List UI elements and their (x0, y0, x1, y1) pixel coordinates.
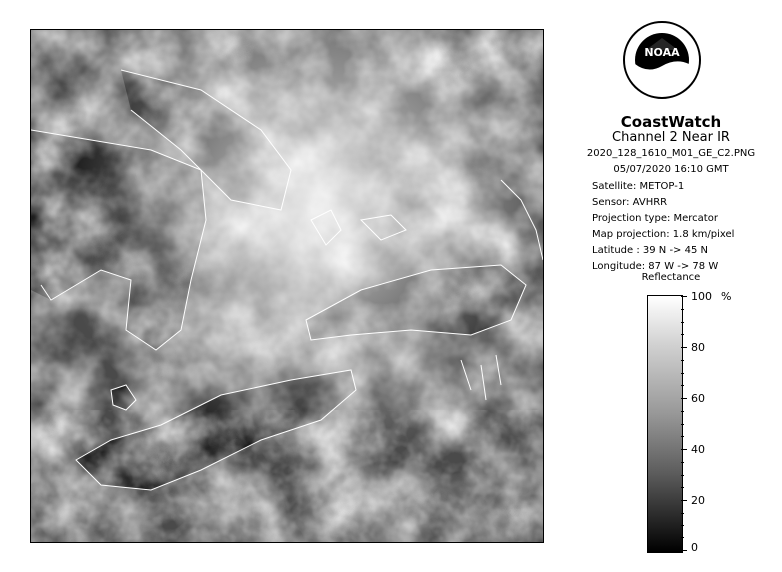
minor-tick (681, 309, 684, 310)
tick-label-20: 20 (691, 494, 705, 507)
tick-80 (681, 347, 687, 348)
reflectance-colorbar (647, 295, 683, 553)
tick-label-80: 80 (691, 341, 705, 354)
tick-label-0: 0 (691, 541, 698, 554)
tick-label-40: 40 (691, 443, 705, 456)
app-title: CoastWatch (620, 113, 722, 131)
minor-tick (681, 385, 684, 386)
satellite-map (30, 29, 544, 543)
satellite-text: Satellite: METOP-1 (592, 181, 685, 192)
map-projection-text: Map projection: 1.8 km/pixel (592, 229, 735, 240)
tick-40 (681, 449, 687, 450)
minor-tick (681, 475, 684, 476)
map-image (31, 30, 543, 542)
minor-tick (681, 360, 684, 361)
legend-title: Reflectance (641, 272, 701, 283)
tick-20 (681, 500, 687, 501)
tick-100 (681, 296, 687, 297)
noaa-logo-icon (622, 20, 702, 100)
minor-tick (681, 513, 684, 514)
svg-text:NOAA: NOAA (644, 46, 680, 59)
filename-text: 2020_128_1610_M01_GE_C2.PNG (586, 148, 756, 159)
tick-60 (681, 398, 687, 399)
minor-tick (681, 373, 684, 374)
minor-tick (681, 424, 684, 425)
sensor-text: Sensor: AVHRR (592, 197, 668, 208)
minor-tick (681, 322, 684, 323)
tick-label-100: 100 (691, 290, 712, 303)
minor-tick (681, 487, 684, 488)
longitude-text: Longitude: 87 W -> 78 W (592, 261, 719, 272)
minor-tick (681, 462, 684, 463)
tick-label-60: 60 (691, 392, 705, 405)
minor-tick (681, 525, 684, 526)
projection-type-text: Projection type: Mercator (592, 213, 718, 224)
minor-tick (681, 537, 684, 538)
legend-unit: % (721, 290, 732, 303)
latitude-text: Latitude : 39 N -> 45 N (592, 245, 708, 256)
minor-tick (681, 334, 684, 335)
tick-0 (681, 550, 687, 551)
datetime-text: 05/07/2020 16:10 GMT (613, 164, 729, 175)
minor-tick (681, 411, 684, 412)
channel-subtitle: Channel 2 Near IR (612, 130, 730, 145)
minor-tick (681, 436, 684, 437)
